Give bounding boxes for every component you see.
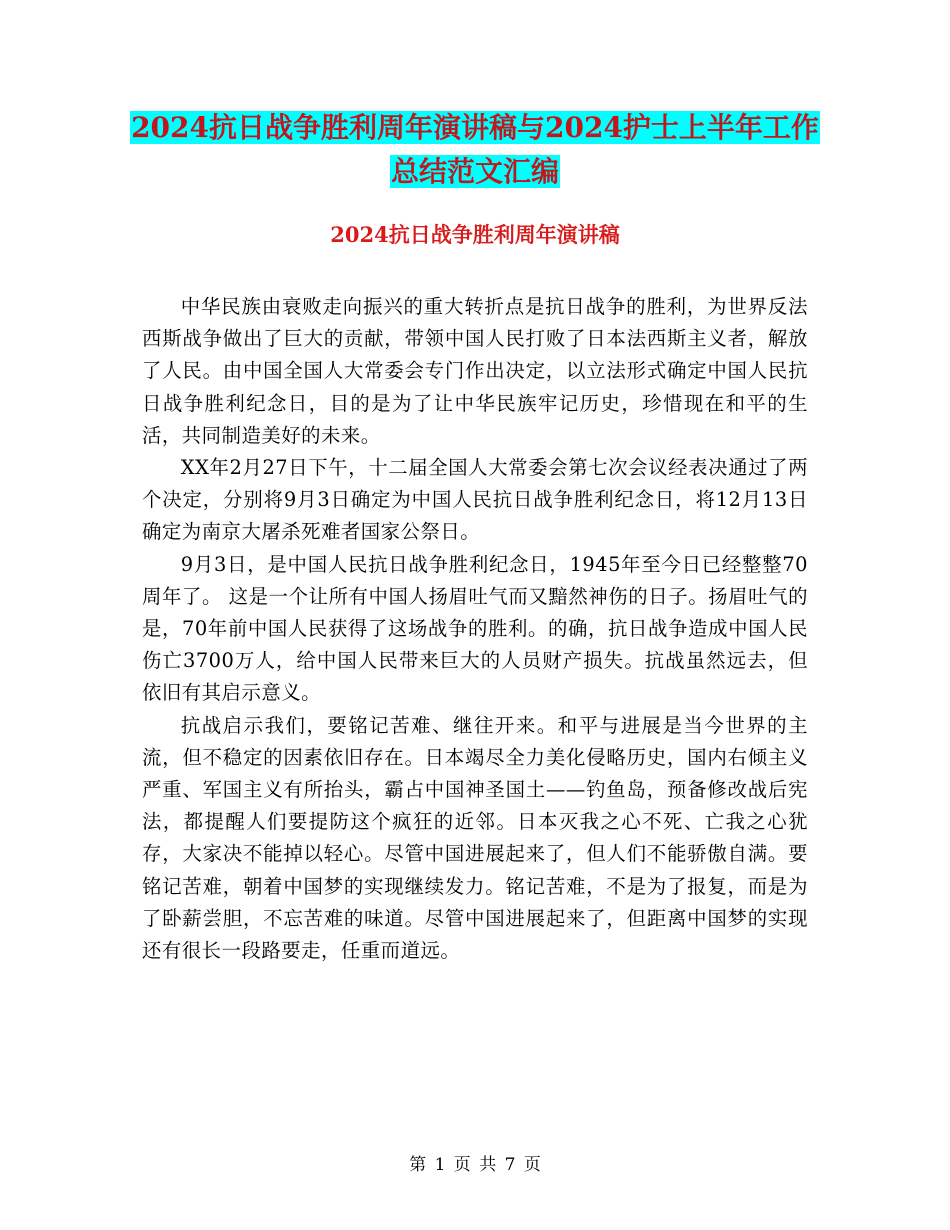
document-title bbox=[0, 106, 950, 194]
section-title: 2024抗日战争胜利周年演讲稿 bbox=[330, 222, 620, 247]
paragraph: 中华民族由衰败走向振兴的重大转折点是抗日战争的胜利，为世界反法西斯战争做出了巨大的贡献，带领中国人民打败了日本法西斯主义者，解放了人民。由中国全国人大常委会专门作出决定，以立法形式确定中国人民抗日战争胜利纪念日，目的是为了让中华民族牢记历史，珍惜现在和平的生活，共同制造美好的未来。 bbox=[142, 295, 808, 447]
paragraph: 抗战启示我们，要铭记苦难、继往开来。和平与进展是当今世界的主流，但不稳定的因素依旧存在。日本竭尽全力美化侵略历史，国内右倾主义严重、军国主义有所抬头，霸占中国神圣国土——钓鱼岛，预备修改战后宪法，都提醒人们要提防这个疯狂的近邻。日本灭我之心不死、亡我之心犹存，大家决不能掉以轻心。尽管中国进展起来了，但人们不能骄傲自满。要铭记苦难，朝着中国梦的实现继续发力。铭记苦难，不是为了报复，而是为了卧薪尝胆，不忘苦难的味道。尽管中国进展起来了，但距离中国梦的实现还有很长一段路要走，任重而道远。 bbox=[142, 713, 808, 963]
page-footer: 第 1 页 共 7 页 bbox=[409, 1155, 541, 1175]
document-title-line-1: 2024抗日战争胜利周年演讲稿与2024护士上半年工作 bbox=[131, 111, 819, 144]
paragraph: XX年2月27日下午，十二届全国人大常委会第七次会议经表决通过了两个决定，分别将9月3日确定为中国人民抗日战争胜利纪念日，将12月13日确定为南京大屠杀死难者国家公祭日。 bbox=[142, 456, 808, 544]
paragraph: 9月3日，是中国人民抗日战争胜利纪念日，1945年至今日已经整整70周年了。 这是一个让所有中国人扬眉吐气而又黯然神伤的日子。扬眉吐气的是，70年前中国人民获得了这场战争的胜利。的确，抗日战争造成中国人民伤亡3700万人，给中国人民带来巨大的人员财产损失。抗战虽然远去，但依旧有其启示意义。 bbox=[142, 552, 808, 705]
document-title-line-2: 总结范文汇编 bbox=[390, 155, 559, 188]
body-text bbox=[142, 291, 808, 967]
